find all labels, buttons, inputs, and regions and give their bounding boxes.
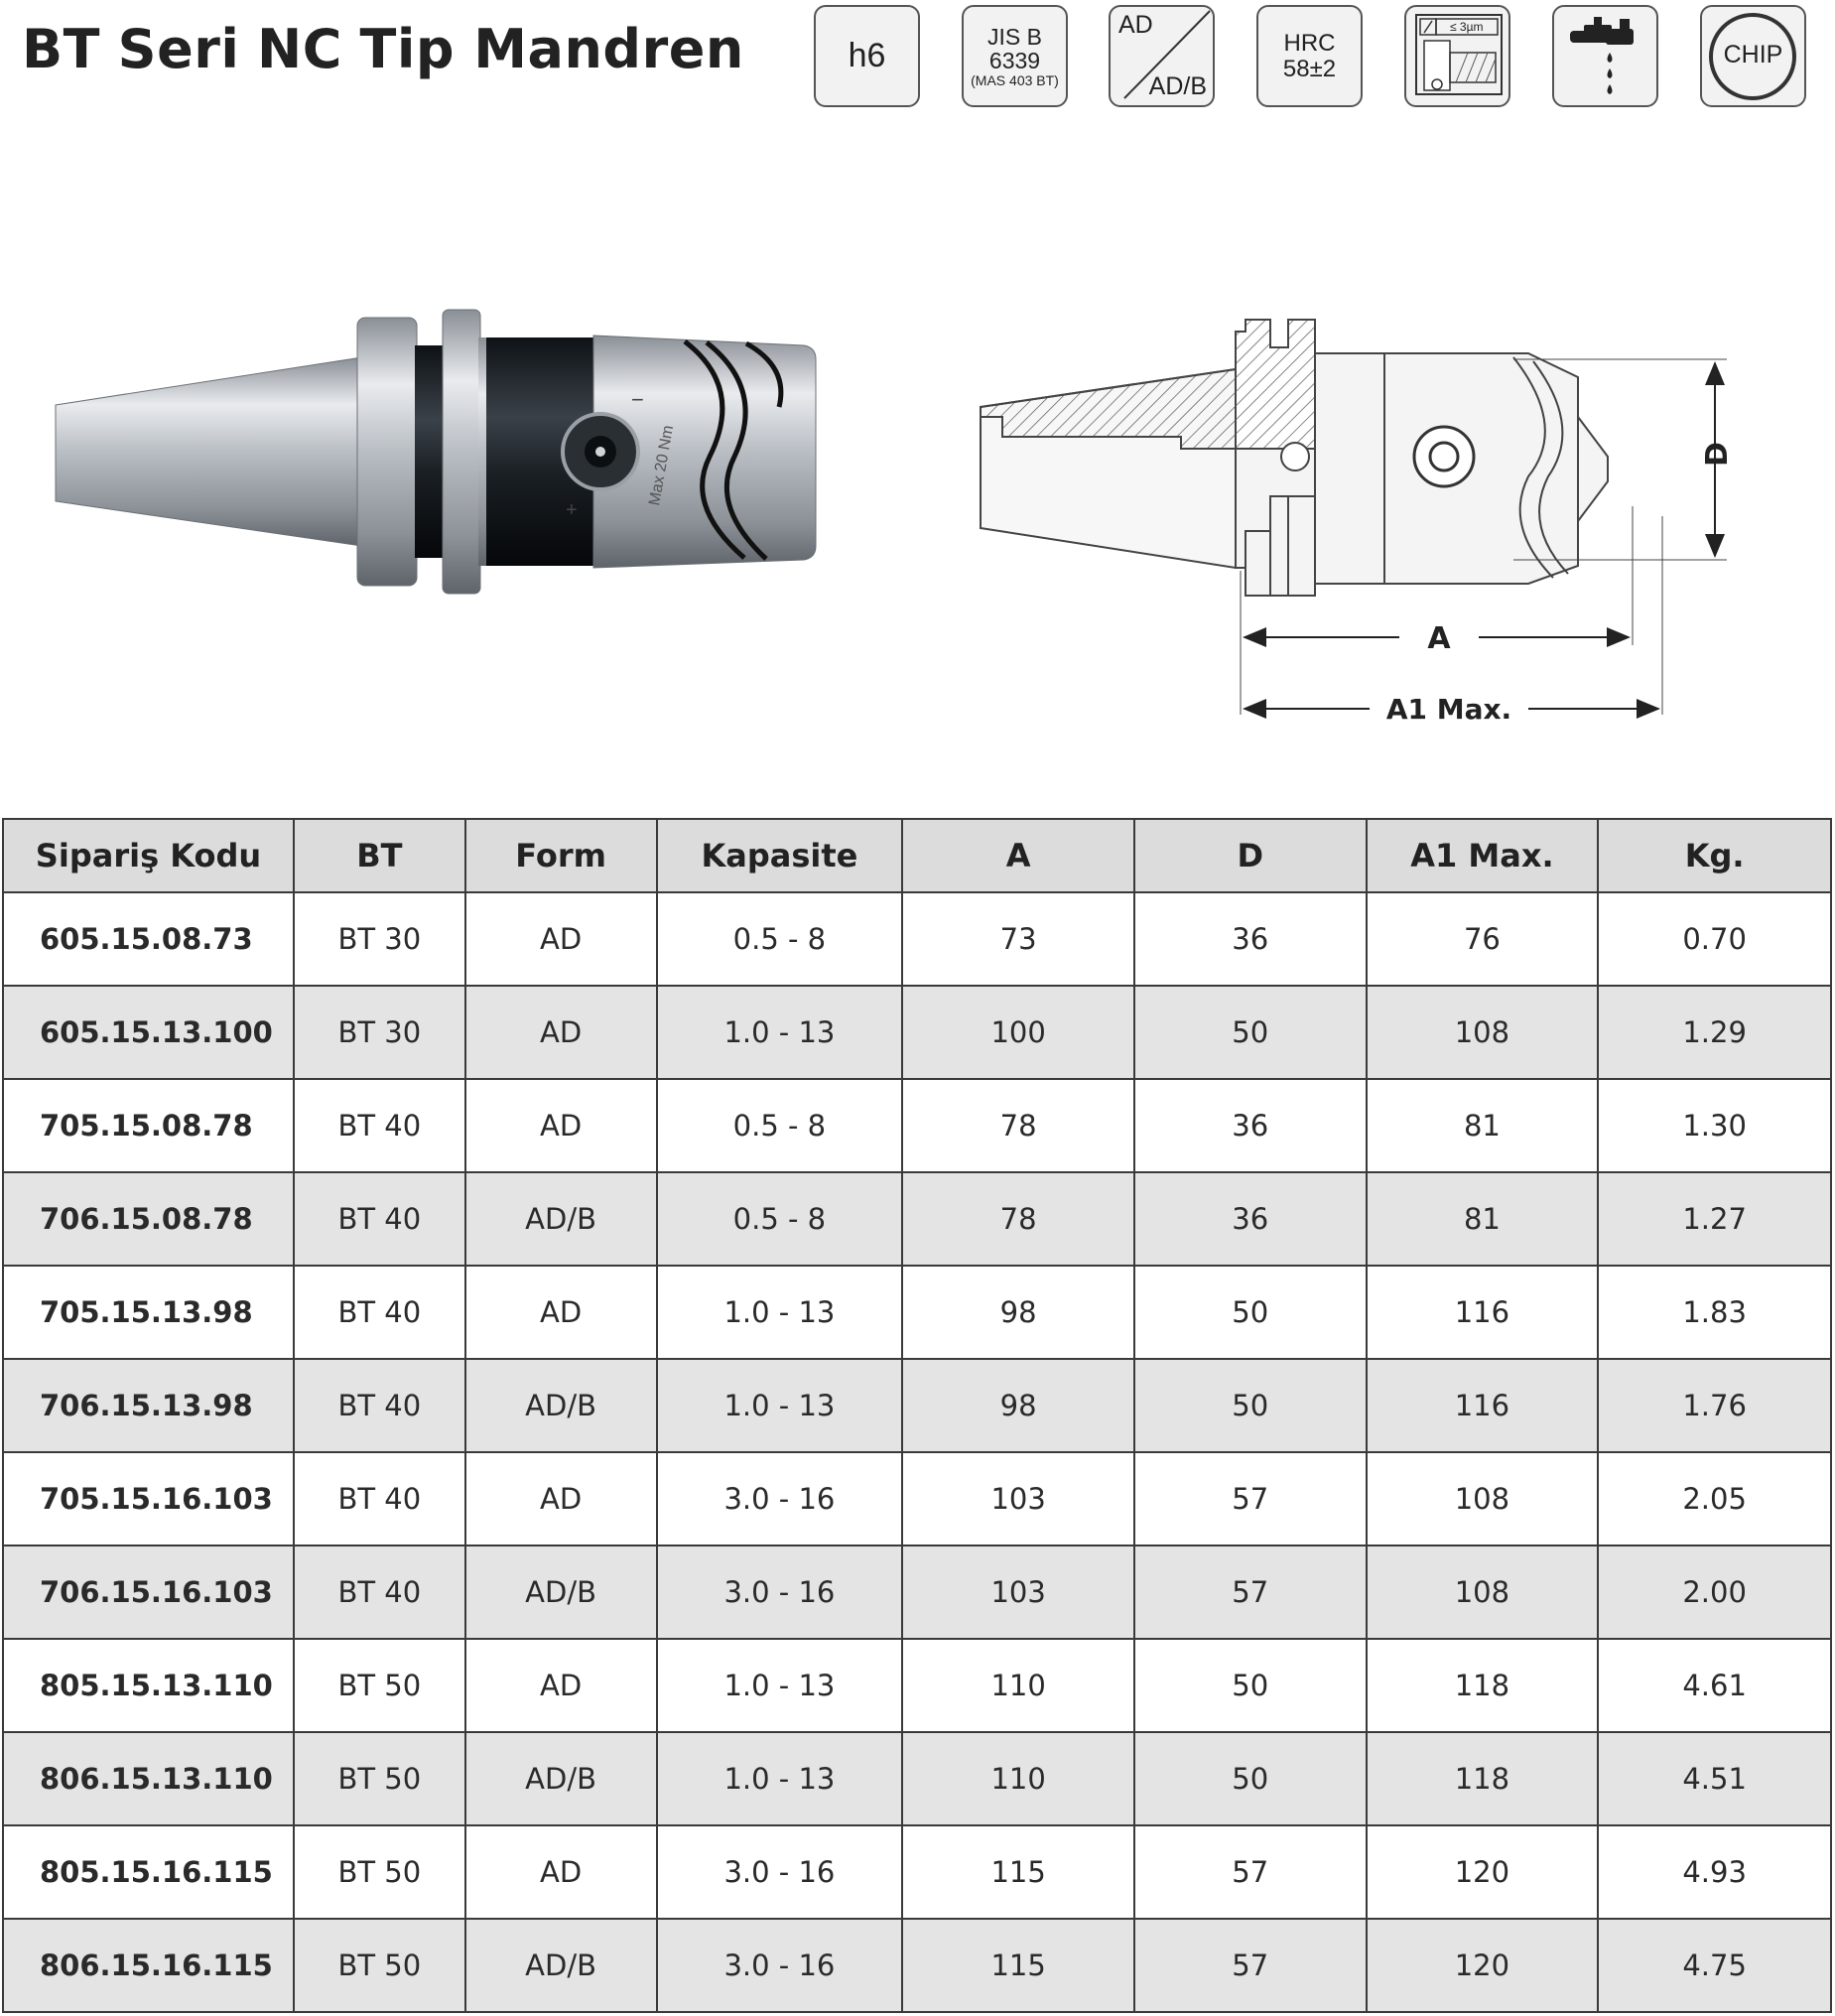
capacity-cell: 0.5 - 8	[657, 892, 903, 986]
form-cell: AD/B	[465, 1172, 657, 1266]
minus-label: −	[631, 387, 644, 412]
a1-cell: 81	[1367, 1079, 1599, 1172]
header-kg: Kg.	[1598, 819, 1831, 892]
table-row	[3, 986, 1831, 1079]
title-tip-mandren: Tip Mandren	[359, 18, 744, 80]
capacity-cell: 1.0 - 13	[657, 986, 903, 1079]
bt-cell: BT 40	[294, 1266, 465, 1359]
title-nc: NC	[257, 18, 342, 80]
d-cell: 36	[1134, 1172, 1367, 1266]
table-row	[3, 1172, 1831, 1266]
taper-shank	[56, 357, 362, 546]
a-cell: 103	[902, 1546, 1134, 1639]
header-kapasite: Kapasite	[657, 819, 903, 892]
d-cell: 50	[1134, 1732, 1367, 1825]
table-row	[3, 1266, 1831, 1359]
kg-cell: 1.83	[1598, 1266, 1831, 1359]
kg-cell: 4.61	[1598, 1639, 1831, 1732]
flange	[357, 318, 417, 586]
bt-cell: BT 30	[294, 892, 465, 986]
table-row	[3, 1639, 1831, 1732]
form-cell: AD/B	[465, 1359, 657, 1452]
title-bt: BT	[22, 18, 100, 80]
d-cell: 36	[1134, 1079, 1367, 1172]
flange-groove	[415, 345, 445, 558]
a-cell: 110	[902, 1639, 1134, 1732]
order-code: 705.15.08.78	[3, 1079, 294, 1172]
form-cell: AD	[465, 1639, 657, 1732]
flange-ring	[443, 310, 480, 594]
a-cell: 98	[902, 1359, 1134, 1452]
form-cell: AD	[465, 1266, 657, 1359]
page-title	[22, 18, 744, 80]
a1-cell: 81	[1367, 1172, 1599, 1266]
a1-cell: 108	[1367, 986, 1599, 1079]
bt-cell: BT 50	[294, 1732, 465, 1825]
a1-cell: 120	[1367, 1825, 1599, 1919]
standard-line2: 6339	[988, 47, 1041, 73]
a-cell: 73	[902, 892, 1134, 986]
coolant-badge	[1552, 5, 1658, 107]
technical-drawing	[973, 318, 1747, 735]
order-code: 706.15.13.98	[3, 1359, 294, 1452]
bt-cell: BT 40	[294, 1546, 465, 1639]
runout-badge	[1404, 5, 1510, 107]
kg-cell: 1.30	[1598, 1079, 1831, 1172]
form-cell: AD/B	[465, 1919, 657, 2012]
form-cell: AD	[465, 1452, 657, 1546]
a1-cell: 120	[1367, 1919, 1599, 2012]
order-code: 806.15.13.110	[3, 1732, 294, 1825]
a1-cell: 116	[1367, 1359, 1599, 1452]
bt-cell: BT 50	[294, 1919, 465, 2012]
kg-cell: 2.05	[1598, 1452, 1831, 1546]
bt-cell: BT 40	[294, 1079, 465, 1172]
d-cell: 50	[1134, 1639, 1367, 1732]
header-a: A	[902, 819, 1134, 892]
header-d: D	[1134, 819, 1367, 892]
bt-cell: BT 40	[294, 1452, 465, 1546]
bt-cell: BT 50	[294, 1639, 465, 1732]
form-ad-badge	[1109, 5, 1215, 107]
a-cell: 103	[902, 1452, 1134, 1546]
table-row	[3, 892, 1831, 986]
d-cell: 50	[1134, 1359, 1367, 1452]
d-cell: 50	[1134, 1266, 1367, 1359]
table-row	[3, 1919, 1831, 2012]
capacity-cell: 1.0 - 13	[657, 1732, 903, 1825]
title-seri: Seri	[117, 18, 240, 80]
plus-label: +	[566, 499, 578, 521]
chuck-photo	[50, 298, 834, 615]
capacity-cell: 3.0 - 16	[657, 1452, 903, 1546]
capacity-cell: 1.0 - 13	[657, 1266, 903, 1359]
a-cell: 78	[902, 1079, 1134, 1172]
d-cell: 57	[1134, 1452, 1367, 1546]
form-cell: AD/B	[465, 1546, 657, 1639]
capacity-cell: 3.0 - 16	[657, 1546, 903, 1639]
order-code: 806.15.16.115	[3, 1919, 294, 2012]
bt-cell: BT 50	[294, 1825, 465, 1919]
table-row	[3, 1825, 1831, 1919]
a-cell: 115	[902, 1825, 1134, 1919]
chip-badge	[1700, 5, 1806, 107]
a-cell: 98	[902, 1266, 1134, 1359]
hardness-line2: 58±2	[1282, 55, 1337, 82]
d-cell: 57	[1134, 1546, 1367, 1639]
section-hatch	[981, 320, 1315, 449]
table-row	[3, 1452, 1831, 1546]
capacity-cell: 3.0 - 16	[657, 1825, 903, 1919]
capacity-cell: 0.5 - 8	[657, 1079, 903, 1172]
kg-cell: 1.29	[1598, 986, 1831, 1079]
header-form: Form	[465, 819, 657, 892]
bt-cell: BT 30	[294, 986, 465, 1079]
a1-cell: 108	[1367, 1546, 1599, 1639]
kg-cell: 2.00	[1598, 1546, 1831, 1639]
d-cell: 57	[1134, 1919, 1367, 2012]
form-cell: AD/B	[465, 1732, 657, 1825]
header-siparis-kodu: Sipariş Kodu	[3, 819, 294, 892]
header-a1-max: A1 Max.	[1367, 819, 1599, 892]
capacity-cell: 1.0 - 13	[657, 1639, 903, 1732]
order-code: 605.15.13.100	[3, 986, 294, 1079]
a-cell: 115	[902, 1919, 1134, 2012]
a-cell: 110	[902, 1732, 1134, 1825]
a-cell: 78	[902, 1172, 1134, 1266]
form-cell: AD	[465, 892, 657, 986]
order-code: 805.15.16.115	[3, 1825, 294, 1919]
runout-text: ≤ 3µm	[1450, 20, 1484, 34]
a-cell: 100	[902, 986, 1134, 1079]
header-bt: BT	[294, 819, 465, 892]
order-code: 705.15.16.103	[3, 1452, 294, 1546]
a1-cell: 76	[1367, 892, 1599, 986]
kg-cell: 1.76	[1598, 1359, 1831, 1452]
dim-d-label: D	[1700, 442, 1735, 467]
a1-cell: 116	[1367, 1266, 1599, 1359]
form-cell: AD	[465, 1825, 657, 1919]
standard-line3: (MAS 403 BT)	[971, 71, 1059, 88]
dim-a1-label: A1 Max.	[1385, 693, 1512, 726]
form-top-text: AD	[1118, 11, 1153, 39]
order-code: 605.15.08.73	[3, 892, 294, 986]
a1-cell: 108	[1367, 1452, 1599, 1546]
tolerance-text: h6	[848, 37, 886, 74]
chip-text: CHIP	[1723, 41, 1783, 68]
capacity-cell: 0.5 - 8	[657, 1172, 903, 1266]
table-row	[3, 1359, 1831, 1452]
form-cell: AD	[465, 986, 657, 1079]
coolant-tap-icon	[1554, 7, 1656, 105]
capacity-cell: 1.0 - 13	[657, 1359, 903, 1452]
order-code: 706.15.16.103	[3, 1546, 294, 1639]
hardness-badge	[1256, 5, 1363, 107]
dim-a-label: A	[1427, 621, 1451, 656]
bt-cell: BT 40	[294, 1172, 465, 1266]
table-row	[3, 1732, 1831, 1825]
spec-table	[2, 818, 1832, 2013]
kg-cell: 1.27	[1598, 1172, 1831, 1266]
standard-line1: JIS B	[987, 23, 1042, 50]
kg-cell: 0.70	[1598, 892, 1831, 986]
kg-cell: 4.93	[1598, 1825, 1831, 1919]
form-cell: AD	[465, 1079, 657, 1172]
table-row	[3, 1546, 1831, 1639]
kg-cell: 4.75	[1598, 1919, 1831, 2012]
d-cell: 50	[1134, 986, 1367, 1079]
tolerance-h6-badge	[814, 5, 920, 107]
form-bottom-text: AD/B	[1148, 72, 1207, 100]
order-code: 805.15.13.110	[3, 1639, 294, 1732]
d-cell: 36	[1134, 892, 1367, 986]
a1-cell: 118	[1367, 1732, 1599, 1825]
kg-cell: 4.51	[1598, 1732, 1831, 1825]
torque-label: Max 20 Nm	[646, 424, 678, 507]
jis-standard-badge	[962, 5, 1068, 107]
table-row	[3, 1079, 1831, 1172]
capacity-cell: 3.0 - 16	[657, 1919, 903, 2012]
bt-cell: BT 40	[294, 1359, 465, 1452]
d-cell: 57	[1134, 1825, 1367, 1919]
order-code: 705.15.13.98	[3, 1266, 294, 1359]
hardness-line1: HRC	[1283, 29, 1336, 57]
a1-cell: 118	[1367, 1639, 1599, 1732]
table-header-row	[3, 819, 1831, 892]
order-code: 706.15.08.78	[3, 1172, 294, 1266]
